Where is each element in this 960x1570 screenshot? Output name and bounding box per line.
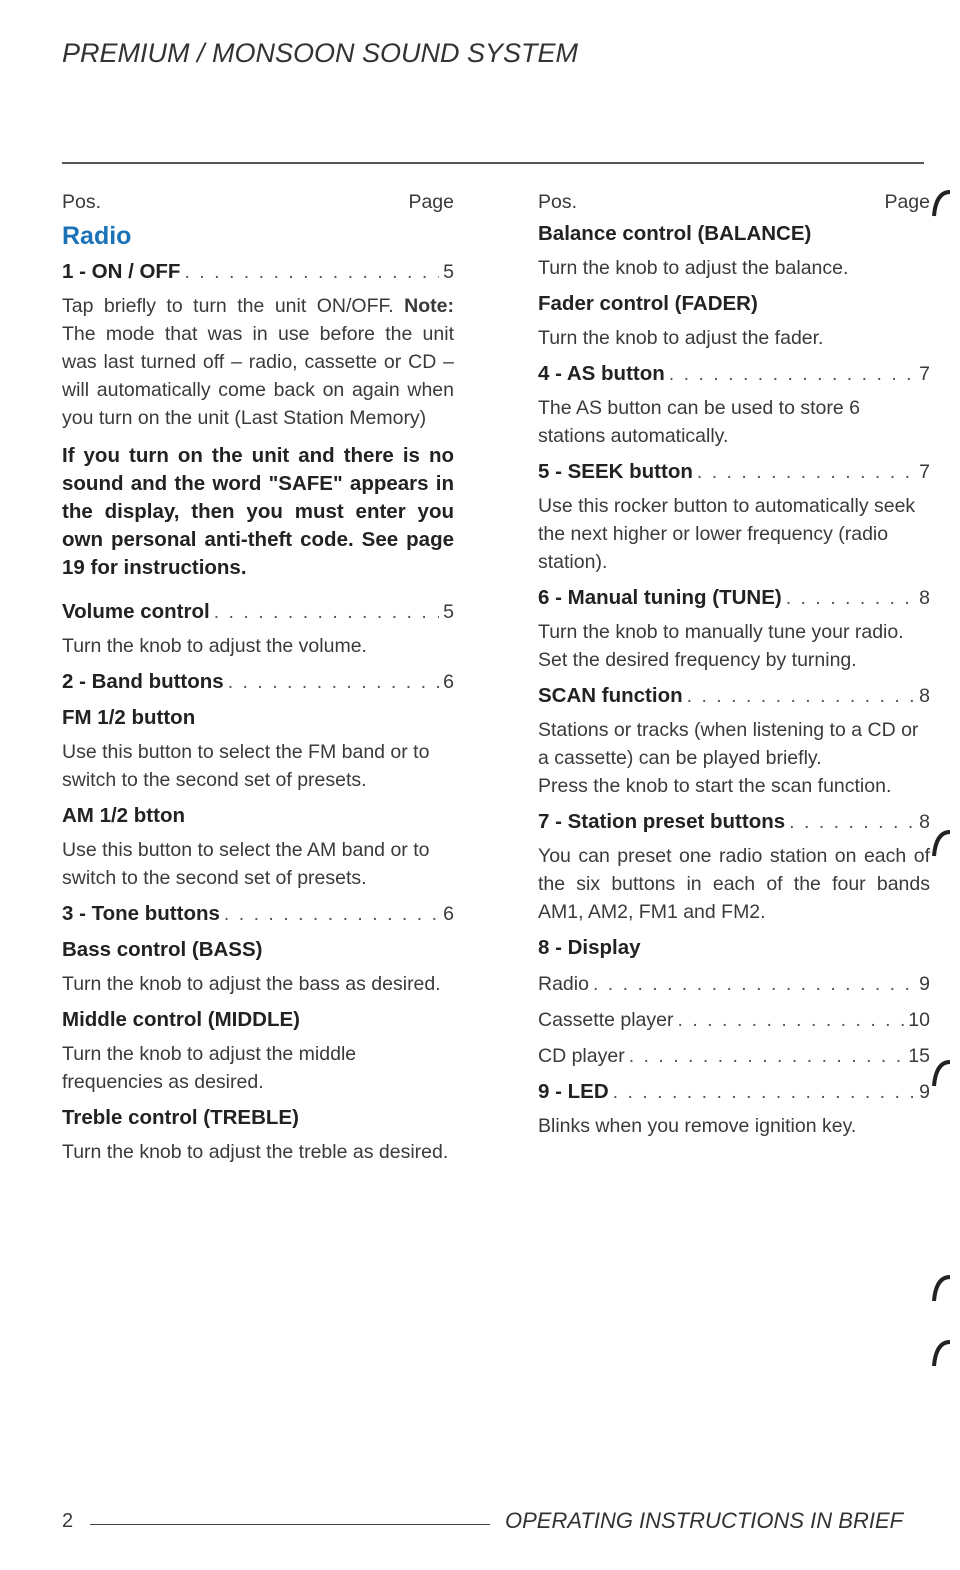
leader-dots xyxy=(677,1006,904,1034)
toc-entry-band-buttons xyxy=(62,668,454,696)
column-header xyxy=(538,188,930,216)
toc-entry-led xyxy=(538,1078,930,1106)
toc-entry-seek-button xyxy=(538,458,930,486)
on-off-description xyxy=(62,292,454,432)
entry-label: Radio xyxy=(538,973,589,995)
toc-entry-tone-buttons xyxy=(62,900,454,928)
description-text: Tap briefly to turn the unit ON/OFF. xyxy=(62,295,405,317)
volume-description: Turn the knob to adjust the volume. xyxy=(62,635,367,657)
leader-dots xyxy=(697,458,915,486)
fader-heading: Fader control (FADER) xyxy=(538,292,758,315)
scan-description-2: Press the knob to start the scan function. xyxy=(538,775,892,797)
entry-label: CD player xyxy=(538,1045,625,1067)
led-description: Blinks when you remove ignition key. xyxy=(538,1115,857,1137)
entry-page: 6 xyxy=(443,903,454,925)
scan-corner-mark xyxy=(930,1275,952,1303)
leader-dots xyxy=(687,682,916,710)
middle-description: Turn the knob to adjust the middle frequencies as desired. xyxy=(62,1043,357,1093)
entry-label: 6 - Manual tuning (TUNE) xyxy=(538,586,782,609)
toc-entry-on-off xyxy=(62,258,454,286)
treble-description: Turn the knob to adjust the treble as desired. xyxy=(62,1141,449,1163)
entry-page: 8 xyxy=(919,685,930,707)
am-button-description: Use this button to select the AM band or to switch to the second set of presets. xyxy=(62,839,430,889)
balance-heading: Balance control (BALANCE) xyxy=(538,222,812,245)
entry-label: 2 - Band buttons xyxy=(62,670,224,693)
toc-entry-cassette-display xyxy=(538,1006,930,1034)
fader-description: Turn the knob to adjust the fader. xyxy=(538,327,824,349)
leader-dots xyxy=(786,584,915,612)
toc-entry-scan-function xyxy=(538,682,930,710)
footer-page-number: 2 xyxy=(62,1510,74,1532)
entry-page: 5 xyxy=(443,261,454,283)
page-header-title: PREMIUM / MONSOON SOUND SYSTEM xyxy=(62,38,579,68)
entry-page: 15 xyxy=(908,1045,930,1067)
toc-entry-radio-display xyxy=(538,970,930,998)
scan-description: Stations or tracks (when listening to a CD or a cassette) can be played briefly. xyxy=(538,719,919,769)
leader-dots xyxy=(224,900,439,928)
am-button-heading: AM 1/2 btton xyxy=(62,804,185,827)
note-label: Note: xyxy=(404,295,454,317)
leader-dots xyxy=(593,970,915,998)
pos-label: Pos. xyxy=(538,191,578,213)
toc-entry-as-button xyxy=(538,360,930,388)
fm-button-heading: FM 1/2 button xyxy=(62,706,196,729)
entry-label: 9 - LED xyxy=(538,1080,609,1103)
fm-button-description: Use this button to select the FM band or to switch to the second set of presets. xyxy=(62,741,430,791)
entry-label: 7 - Station preset buttons xyxy=(538,810,786,833)
leader-dots xyxy=(789,808,915,836)
scan-corner-mark xyxy=(930,1060,952,1088)
leader-dots xyxy=(228,668,439,696)
entry-label: 3 - Tone buttons xyxy=(62,902,220,925)
station-presets-description: You can preset one radio station on each of the six buttons in each of the four bands AM1, AM2, FM1 and FM2. xyxy=(538,845,930,923)
page-label: Page xyxy=(884,191,930,213)
toc-entry-cd-display xyxy=(538,1042,930,1070)
bass-description: Turn the knob to adjust the bass as desired. xyxy=(62,973,441,995)
footer-rule xyxy=(90,1524,490,1525)
right-column xyxy=(538,188,930,1140)
toc-entry-manual-tuning xyxy=(538,584,930,612)
leader-dots xyxy=(669,360,915,388)
entry-label: 1 - ON / OFF xyxy=(62,260,181,283)
entry-page: 7 xyxy=(919,363,930,385)
manual-tuning-description: Turn the knob to manually tune your radio. Set the desired frequency by turning. xyxy=(538,621,904,671)
description-text: The mode that was in use before the unit was last turned off – radio, cassette or CD – will automatically come back on again when you turn on the unit (Last Station Memory) xyxy=(62,323,454,429)
entry-label: 4 - AS button xyxy=(538,362,665,385)
balance-description: Turn the knob to adjust the balance. xyxy=(538,257,849,279)
left-column xyxy=(62,188,454,1166)
toc-entry-station-presets xyxy=(538,808,930,836)
entry-label: Volume control xyxy=(62,600,210,623)
entry-label: 5 - SEEK button xyxy=(538,460,693,483)
as-button-description: The AS button can be used to store 6 stations automatically. xyxy=(538,397,860,447)
middle-heading: Middle control (MIDDLE) xyxy=(62,1008,301,1031)
display-heading: 8 - Display xyxy=(538,936,641,959)
entry-page: 5 xyxy=(443,601,454,623)
header-rule xyxy=(62,162,924,164)
scan-corner-mark xyxy=(930,830,952,858)
entry-page: 9 xyxy=(919,1081,930,1103)
section-title-radio: Radio xyxy=(62,222,132,250)
anti-theft-warning: If you turn on the unit and there is no sound and the word "SAFE" appears in the display, then you must enter you own personal anti-theft code. See page 19 for instructions. xyxy=(62,444,454,579)
entry-page: 10 xyxy=(908,1009,930,1031)
toc-entry-volume xyxy=(62,598,454,626)
leader-dots xyxy=(214,598,439,626)
footer-title: OPERATING INSTRUCTIONS IN BRIEF xyxy=(505,1508,904,1533)
entry-page: 7 xyxy=(919,461,930,483)
entry-page: 8 xyxy=(919,587,930,609)
entry-label: Cassette player xyxy=(538,1009,674,1031)
entry-page: 9 xyxy=(919,973,930,995)
bass-heading: Bass control (BASS) xyxy=(62,938,263,961)
scan-corner-mark xyxy=(930,190,952,218)
page-label: Page xyxy=(408,191,454,213)
leader-dots xyxy=(629,1042,905,1070)
entry-label: SCAN function xyxy=(538,684,683,707)
scan-corner-mark xyxy=(930,1340,952,1368)
treble-heading: Treble control (TREBLE) xyxy=(62,1106,299,1129)
entry-page: 8 xyxy=(919,811,930,833)
leader-dots xyxy=(184,258,439,286)
entry-page: 6 xyxy=(443,671,454,693)
seek-button-description: Use this rocker button to automatically seek the next higher or lower frequency (radio station). xyxy=(538,495,916,573)
column-header xyxy=(62,188,454,216)
leader-dots xyxy=(613,1078,916,1106)
pos-label: Pos. xyxy=(62,191,102,213)
